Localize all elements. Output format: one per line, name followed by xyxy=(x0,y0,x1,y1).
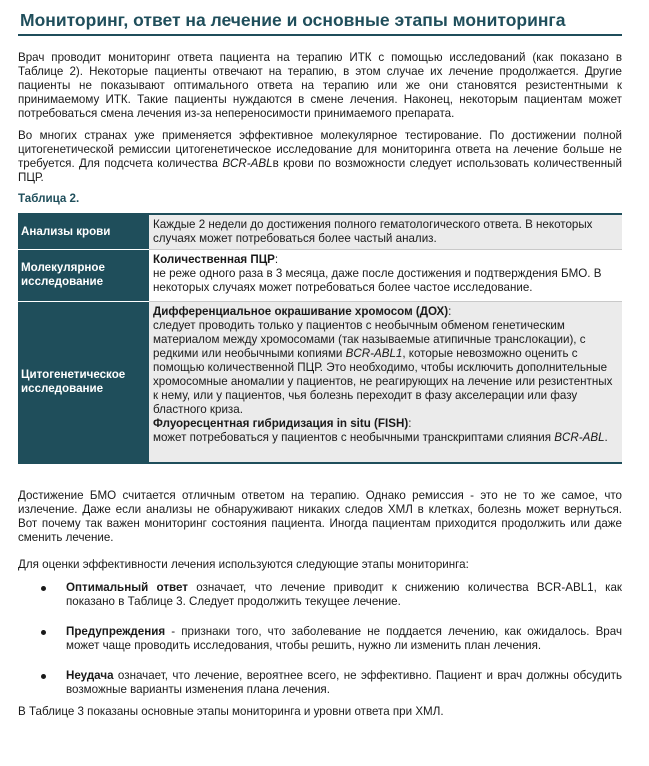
row-label-blood-tests: Анализы крови xyxy=(18,214,149,249)
section-title: Мониторинг, ответ на лечение и основные этапы мониторинга xyxy=(18,6,622,36)
stages-list xyxy=(18,581,622,697)
row-value-molecular xyxy=(149,249,622,301)
bcr-abl-term-fish: BCR-ABL xyxy=(554,430,605,444)
intro-paragraph: Врач проводит мониторинг ответа пациента на терапию ИТК с помощью исследований (как показано в Таблице 2). Некоторые пациенты отвечают на терапию, в этом случае их лечение продолжается. Другие пациенты не показывают оптимального ответа на терапию или же они становятся резистентными к принимаемому ИТК. Такие пациенты нуждаются в смене лечения. Наконец, некоторым пациентам может потребоваться смена лечения из-за непереносимости принимаемого препарата. xyxy=(18,51,622,120)
qpcr-heading-line xyxy=(153,253,616,267)
dox-colon: : xyxy=(448,304,452,318)
qpcr-text: не реже одного раза в 3 месяца, даже после достижения и подтверждения БМО. В некоторых случаях может потребоваться более частое исследование. xyxy=(153,266,602,294)
stage-term: Оптимальный ответ xyxy=(66,581,188,594)
qpcr-heading: Количественная ПЦР xyxy=(153,252,275,266)
monitoring-table xyxy=(18,213,622,464)
closing-paragraph: В Таблице 3 показаны основные этапы мониторинга и уровни ответа при ХМЛ. xyxy=(18,705,444,718)
bcr-abl-term: BCR-ABL xyxy=(222,157,273,170)
fish-text-end: . xyxy=(604,430,608,444)
bullet-icon xyxy=(41,586,46,591)
dox-heading: Дифференциальное окрашивание хромосом (ДОХ) xyxy=(153,304,449,318)
table-row xyxy=(18,214,622,249)
document-page xyxy=(18,6,622,719)
testing-paragraph-text-end: в крови по возможности следует использовать количественный ПЦР. xyxy=(18,157,622,184)
bullet-icon xyxy=(41,630,46,635)
list-item xyxy=(18,581,622,609)
bullet-icon xyxy=(41,674,46,679)
list-item xyxy=(18,625,622,653)
testing-paragraph xyxy=(18,129,622,185)
stage-term: Неудача xyxy=(66,669,114,682)
table-caption: Таблица 2. xyxy=(18,192,80,205)
fish-text-start: может потребоваться у пациентов с необычными транскриптами слияния xyxy=(153,430,555,444)
dox-text-start: следует проводить только у пациентов с необычным обменом генетическим материалом между хромосомами (так называемые атипичные транслокации), с редкими или необычными копиями xyxy=(153,318,586,360)
bcr-abl1-term: BCR-ABL1 xyxy=(345,346,403,360)
dox-text-end: , которые невозможно оценить с помощью количественной ПЦР. Это необходимо, чтобы исключить дополнительные хромосомные аномалии у пациентов, не реагирующих на лечение или резистентных к нему, или у пациентов, чья болезнь переходит в фазу акселерации или фазу бластного криза. xyxy=(153,346,613,416)
row-value-cytogenetic xyxy=(149,301,622,463)
list-item xyxy=(18,669,622,697)
fish-colon: : xyxy=(408,416,412,430)
table-row xyxy=(18,301,622,463)
fish-text xyxy=(153,431,616,445)
stage-term: Предупреждения xyxy=(66,625,166,638)
row-label-cytogenetic: Цитогенетическое исследование xyxy=(18,301,149,463)
testing-paragraph-text: Во многих странах уже применяется эффективное молекулярное тестирование. По достижении полной цитогенетической ремиссии цитогенетическое исследование для мониторинга ответа на лечение больше не требуется. Для подсчета количества xyxy=(18,129,622,170)
stages-intro: Для оценки эффективности лечения используются следующие этапы мониторинга: xyxy=(18,558,469,571)
qpcr-colon: : xyxy=(274,252,279,266)
fish-heading-line xyxy=(153,417,616,431)
remission-paragraph: Достижение БМО считается отличным ответом на терапию. Однако ремиссия - это не то же самое, что излечение. Даже если анализы не обнаруживают никаких следов ХМЛ в клетках, болезнь может вернуться. Вот почему так важен мониторинг состояния пациента. Иногда пациентам приходится продолжить или даже сменить лечение. xyxy=(18,489,622,544)
dox-heading-line xyxy=(153,305,616,319)
row-label-molecular: Молекулярное исследование xyxy=(18,249,149,301)
stage-text: означает, что лечение приводит к снижению количества BCR-ABL1, как показано в Таблице 3. Следует продолжить текущее лечение. xyxy=(66,581,622,608)
stage-text: означает, что лечение, вероятнее всего, не эффективно. Пациент и врач должны обсудить возможные варианты изменения плана лечения. xyxy=(66,669,622,696)
dox-text xyxy=(153,319,616,417)
row-value-blood-tests: Каждые 2 недели до достижения полного гематологического ответа. В некоторых случаях может потребоваться более частый анализ. xyxy=(149,214,622,249)
fish-heading: Флуоресцентная гибридизация in situ (FISH) xyxy=(153,416,409,430)
stage-text: - признаки того, что заболевание не поддается лечению, как ожидалось. Врач может чаще проводить исследования, чтобы решить, нужно ли изменить план лечения. xyxy=(66,625,622,652)
table-row xyxy=(18,249,622,301)
